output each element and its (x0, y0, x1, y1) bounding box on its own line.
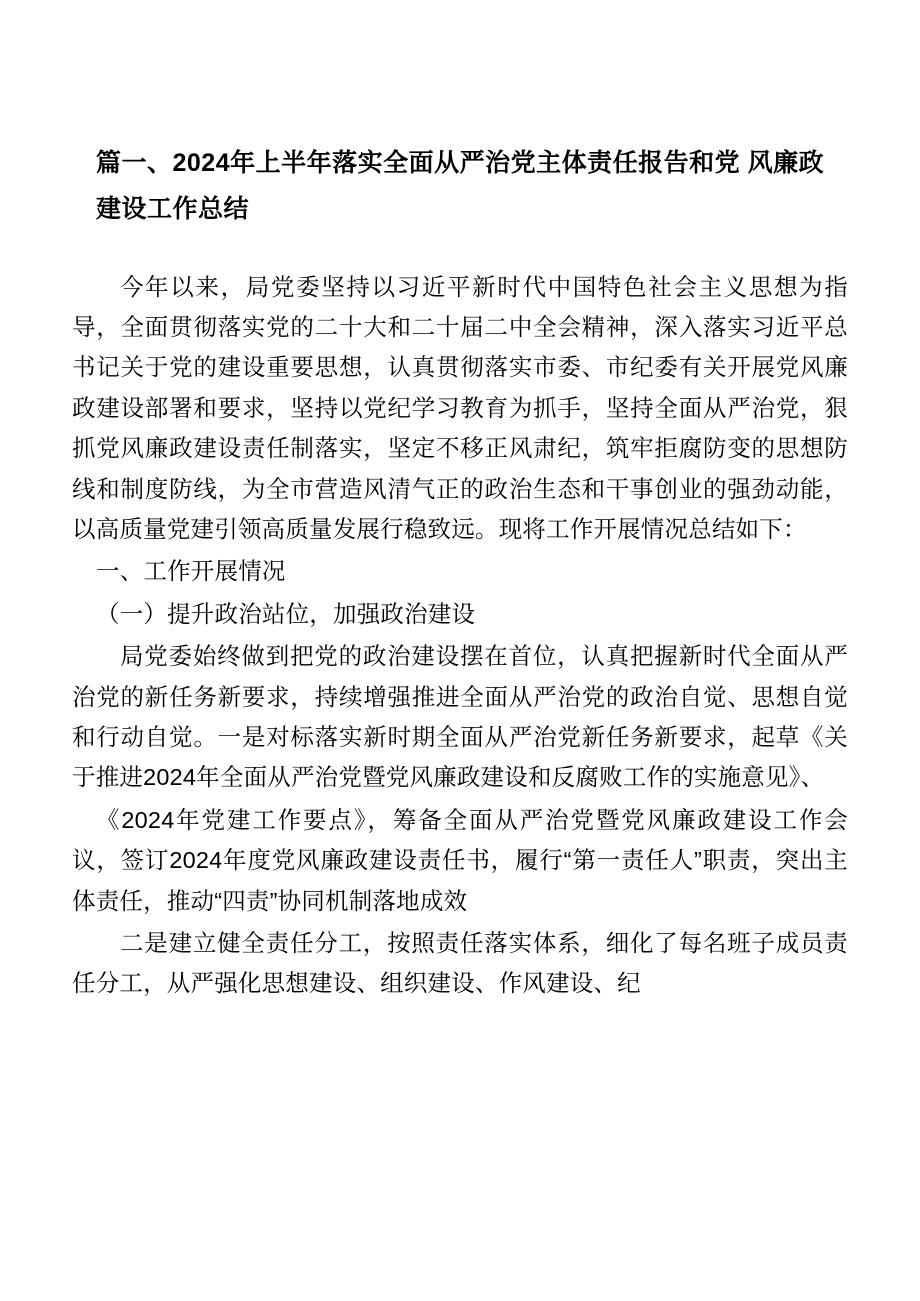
page-title-line-1: 篇一、2024年上半年落实全面从严治党主体责任报告和党 (96, 149, 741, 177)
paragraph-body-3: 二是建立健全责任分工，按照责任落实体系，细化了每名班子成员责任分工，从严强化思想建设、组织建设、作风建设、纪 (72, 930, 848, 997)
paragraph-body-1: 局党委始终做到把党的政治建设摆在首位，认真把握新时代全面从严治党的新任务新要求，持续增强推进全面从严治党的政治自觉、思想自觉和行动自觉。一是对标落实新时期全面从严治党新任务新要求，起草《关于推进2024年全面从严治党暨党风廉政建设和反腐败工作的实施意见》、 (72, 643, 848, 791)
heading-section-1: 一、工作开展情况 (96, 558, 286, 585)
page-title (72, 140, 848, 233)
heading-subsection-1-1: （一）提升政治站位，加强政治建设 (96, 600, 476, 627)
page-title-line-2: 风廉政建设工作总结 (96, 149, 825, 224)
paragraph-body-2: 《2024年党建工作要点》，筹备全面从严治党暨党风廉政建设工作会议，签订2024年度党风廉政建设责任书，履行“第一责任人”职责，突出主体责任，推动“四责”协同机制落地成效 (72, 806, 848, 914)
paragraph-opening: 今年以来，局党委坚持以习近平新时代中国特色社会主义思想为指导，全面贯彻落实党的二十大和二十届二中全会精神，深入落实习近平总书记关于党的建设重要思想，认真贯彻落实市委、市纪委有关开展党风廉政建设部署和要求，坚持以党纪学习教育为抓手，坚持全面从严治党，狠抓党风廉政建设责任制落实，坚定不移正风肃纪，筑牢拒腐防变的思想防线和制度防线，为全市营造风清气正的政治生态和干事创业的强劲动能，以高质量党建引领高质量发展行稳致远。现将工作开展情况总结如下： (72, 273, 848, 542)
document-body (72, 267, 848, 1004)
